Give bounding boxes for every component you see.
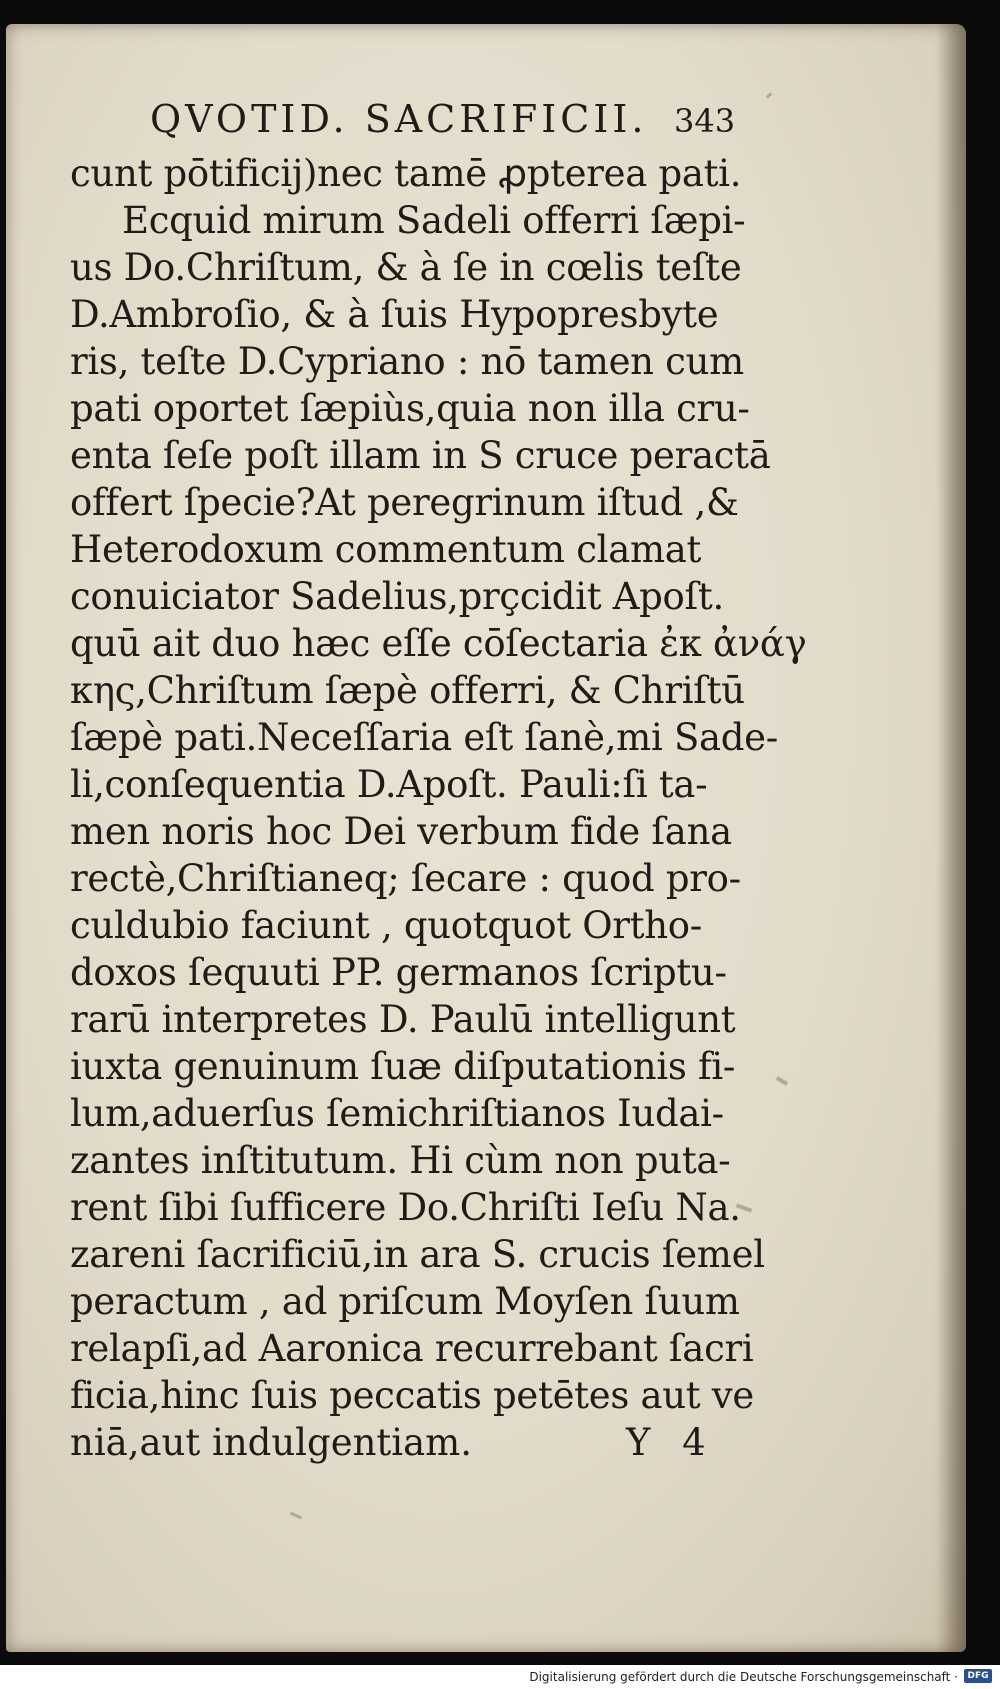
text-line: D.Ambroſio, & à ſuis Hypopresbyte [70,293,719,336]
text-line: κης,Chriſtum ſæpè offerri, & Chriſtū [70,669,745,712]
page-edge-shadow [936,24,966,1652]
paper-speck [766,92,773,98]
text-line: relapſi,ad Aaronica recurrebant ſacri [70,1327,754,1370]
text-line: quū ait duo hæc eſſe cōſectaria ἐκ ἀνάγ [70,622,807,665]
last-text-line [70,1419,750,1466]
paper-speck [290,1512,302,1520]
text-line: Heterodoxum commentum clamat [70,528,702,571]
text-line: zareni ſacrificiū,in ara S. crucis ſemel [70,1233,765,1276]
text-line: ſæpè pati.Neceſſaria eſt ſanè,mi Sade- [70,716,778,759]
text-line: cunt pōtificij)nec tamē ꝓpterea pati. [70,152,742,195]
text-line: men noris hoc Dei verbum fide ſana [70,810,732,853]
text-line: offert ſpecie?At peregrinum iſtud ,& [70,481,739,524]
text-line: culdubio faciunt , quotquot Ortho- [70,904,702,947]
running-head [150,94,750,144]
footer-strip [0,1665,1000,1689]
paper-speck [776,1076,788,1085]
text-line: conuiciator Sadelius,prçcidit Apoſt. [70,575,724,618]
text-line: ris, teſte D.Cypriano : nō tamen cum [70,340,744,383]
text-line: peractum , ad priſcum Moyſen ſuum [70,1280,740,1323]
text-line: lum,aduerſus ſemichriſtianos Iudai- [70,1092,724,1135]
text-line: niā,aut indulgentiam. [70,1421,473,1464]
dfg-logo: DFG [964,1669,992,1683]
text-line: rectè,Chriſtianeq; ſecare : quod pro- [70,857,741,900]
text-line: li,conſequentia D.Apoſt. Pauli:ſi ta- [70,763,708,806]
text-line: us Do.Chriſtum, & à ſe in cœlis teſte [70,246,742,289]
text-line: pati oportet ſæpiùs,quia non illa cru- [70,387,750,430]
text-line: rent ſibi ſufficere Do.Chriſti Ieſu Na. [70,1186,741,1229]
text-line: rarū interpretes D. Paulū intelligunt [70,998,736,1041]
text-line: iuxta genuinum ſuæ diſputationis fi- [70,1045,736,1088]
text-line: zantes inſtitutum. Hi cùm non puta- [70,1139,731,1182]
text-line: ficia,hinc ſuis peccatis petētes aut ve [70,1374,755,1417]
text-line: enta ſeſe poſt illam in S cruce peractā [70,434,771,477]
page-number: 343 [674,102,736,140]
body-text [70,150,807,1466]
text-line: doxos ſequuti PP. germanos ſcriptu- [70,951,727,994]
signature-mark: Y 4 [626,1421,716,1464]
digitization-credit: Digitalisierung gefördert durch die Deutsche Forschungsgemeinschaft · [529,1670,958,1684]
text-line: Ecquid mirum Sadeli offerri ſæpi- [122,199,746,242]
running-head-title: QVOTID. SACRIFICII. [150,97,648,141]
